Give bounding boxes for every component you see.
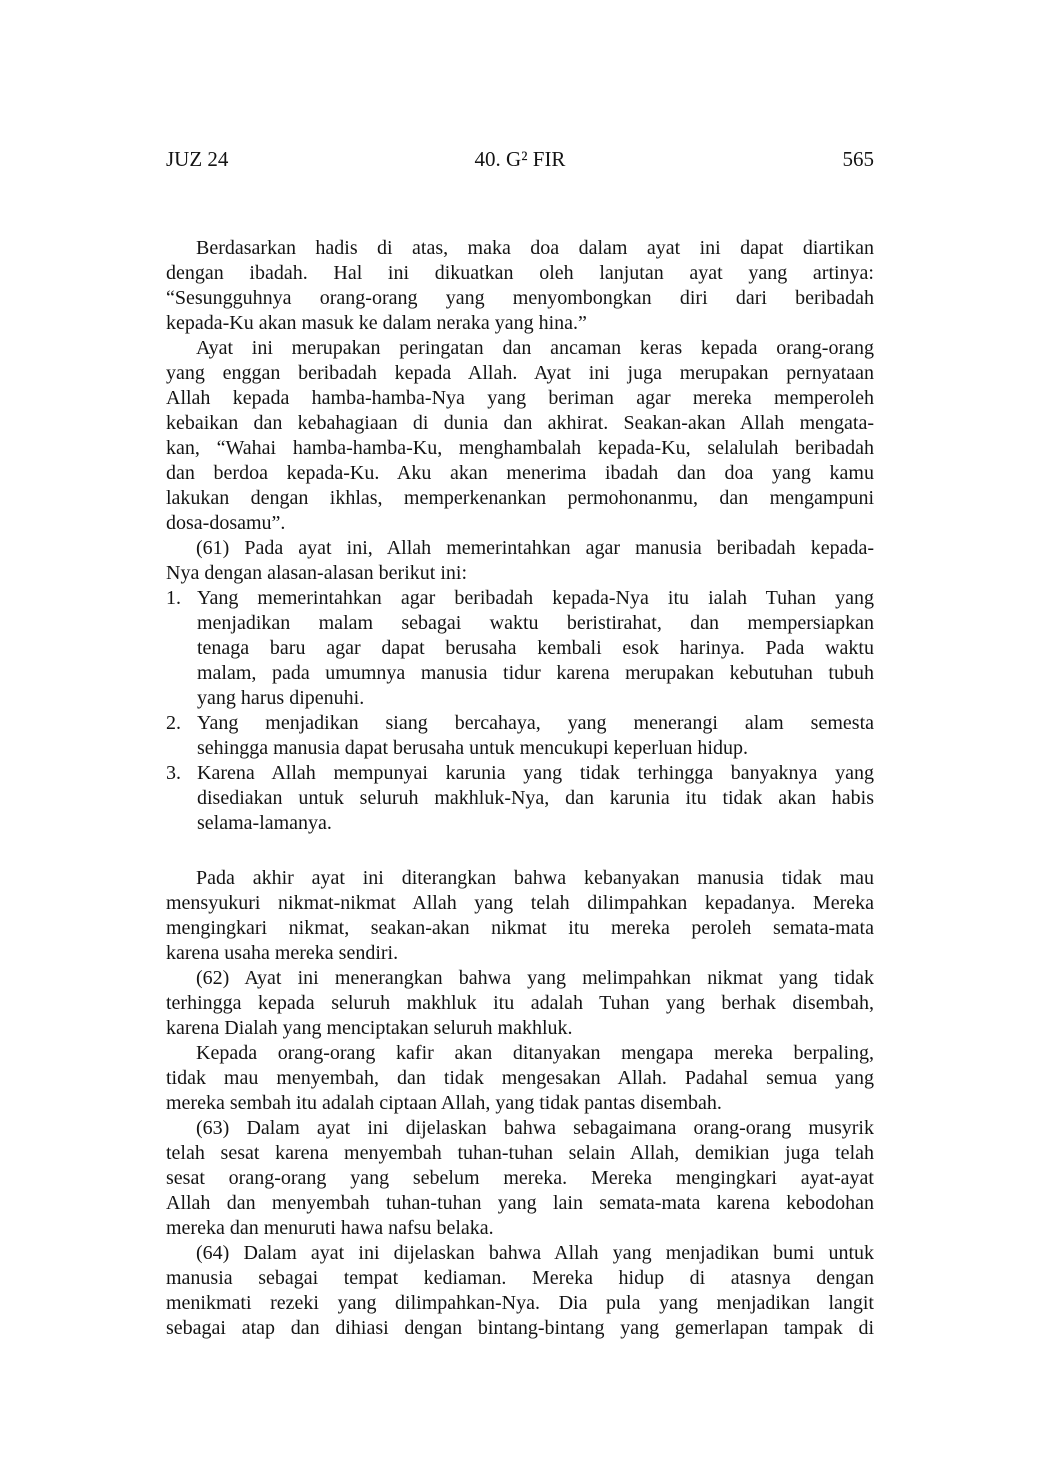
list-item (166, 711, 874, 761)
text-line: tenaga baru agar dapat berusaha kembali esok harinya. Pada waktu (197, 637, 874, 659)
header-juz-label: JUZ 24 (166, 147, 229, 171)
list-item (166, 761, 874, 836)
text-line: kan, “Wahai hamba-hamba-Ku, menghambalah kepada-Ku, selalulah beribadah (166, 437, 874, 459)
text-line: mereka sembah itu adalah ciptaan Allah, yang tidak pantas disembah. (166, 1092, 722, 1114)
text-line: sebagai atap dan dihiasi dengan bintang-bintang yang gemerlapan tampak di (166, 1317, 874, 1339)
paragraph (166, 966, 874, 1041)
list-item-text (197, 711, 874, 761)
text-line: (62) Ayat ini menerangkan bahwa yang melimpahkan nikmat yang tidak (196, 967, 874, 989)
page-body (166, 236, 874, 1341)
text-line: mensyukuri nikmat-nikmat Allah yang telah dilimpahkan kepadanya. Mereka (166, 892, 874, 914)
running-header (166, 147, 874, 172)
text-line: dan berdoa kepada-Ku. Aku akan menerima ibadah dan doa yang kamu (166, 462, 874, 484)
list-marker: 3. (166, 762, 181, 784)
text-line: sehingga manusia dapat berusaha untuk mencukupi keperluan hidup. (197, 737, 748, 759)
text-line: Nya dengan alasan-alasan berikut ini: (166, 562, 467, 584)
text-line: telah sesat karena menyembah tuhan-tuhan selain Allah, demikian juga telah (166, 1142, 874, 1164)
text-line: Karena Allah mempunyai karunia yang tidak terhingga banyaknya yang (197, 762, 874, 784)
paragraph (166, 336, 874, 536)
paragraph (166, 536, 874, 586)
list-item-text (197, 761, 874, 836)
text-line: Allah kepada hamba-hamba-Nya yang beriman agar mereka memperoleh (166, 387, 874, 409)
header-page-number: 565 (842, 147, 874, 171)
text-line: (61) Pada ayat ini, Allah memerintahkan agar manusia beribadah kepada- (196, 537, 874, 559)
list-marker: 1. (166, 587, 181, 609)
paragraph (166, 1116, 874, 1241)
text-line: Pada akhir ayat ini diterangkan bahwa kebanyakan manusia tidak mau (196, 867, 874, 889)
text-line: lakukan dengan ikhlas, memperkenankan permohonanmu, dan mengampuni (166, 487, 874, 509)
paragraph (166, 866, 874, 966)
paragraph (166, 1041, 874, 1116)
text-line: “Sesungguhnya orang-orang yang menyombongkan diri dari beribadah (166, 287, 874, 309)
list-item (166, 586, 874, 711)
text-line: manusia sebagai tempat kediaman. Mereka hidup di atasnya dengan (166, 1267, 874, 1289)
text-line: (63) Dalam ayat ini dijelaskan bahwa sebagaimana orang-orang musyrik (196, 1117, 874, 1139)
text-line: Yang menjadikan siang bercahaya, yang menerangi alam semesta (197, 712, 874, 734)
text-line: Ayat ini merupakan peringatan dan ancaman keras kepada orang-orang (196, 337, 874, 359)
text-line: yang harus dipenuhi. (197, 687, 365, 709)
text-line: mengingkari nikmat, seakan-akan nikmat itu mereka peroleh semata-mata (166, 917, 874, 939)
text-line: dosa-dosamu”. (166, 512, 286, 534)
text-line: Yang memerintahkan agar beribadah kepada-Nya itu ialah Tuhan yang (197, 587, 874, 609)
text-line: selama-lamanya. (197, 812, 332, 834)
text-line: (64) Dalam ayat ini dijelaskan bahwa Allah yang menjadikan bumi untuk (196, 1242, 874, 1264)
text-line: mereka dan menuruti hawa nafsu belaka. (166, 1217, 494, 1239)
paragraph (166, 1241, 874, 1341)
text-line: Allah dan menyembah tuhan-tuhan yang lain semata-mata karena kebodohan (166, 1192, 874, 1214)
list-marker: 2. (166, 712, 181, 734)
text-line: dengan ibadah. Hal ini dikuatkan oleh lanjutan ayat yang artinya: (166, 262, 874, 284)
text-line: menjadikan malam sebagai waktu beristirahat, dan mempersiapkan (197, 612, 874, 634)
text-line: karena Dialah yang menciptakan seluruh makhluk. (166, 1017, 573, 1039)
text-line: sesat orang-orang yang sebelum mereka. Mereka mengingkari ayat-ayat (166, 1167, 874, 1189)
text-line: menikmati rezeki yang dilimpahkan-Nya. Dia pula yang menjadikan langit (166, 1292, 874, 1314)
text-line: kepada-Ku akan masuk ke dalam neraka yang hina.” (166, 312, 587, 334)
text-line: Berdasarkan hadis di atas, maka doa dalam ayat ini dapat diartikan (196, 237, 874, 259)
text-line: Kepada orang-orang kafir akan ditanyakan mengapa mereka berpaling, (196, 1042, 874, 1064)
text-line: malam, pada umumnya manusia tidur karena merupakan kebutuhan tubuh (197, 662, 874, 684)
header-surah-title: 40. G² FIR (474, 147, 566, 171)
paragraph (166, 236, 874, 336)
text-line: karena usaha mereka sendiri. (166, 942, 399, 964)
text-line: terhingga kepada seluruh makhluk itu adalah Tuhan yang berhak disembah, (166, 992, 874, 1014)
list-item-text (197, 586, 874, 711)
text-line: kebaikan dan kebahagiaan di dunia dan akhirat. Seakan-akan Allah mengata- (166, 412, 874, 434)
text-line: yang enggan beribadah kepada Allah. Ayat ini juga merupakan pernyataan (166, 362, 874, 384)
text-line: disediakan untuk seluruh makhluk-Nya, dan karunia itu tidak akan habis (197, 787, 874, 809)
text-line: tidak mau menyembah, dan tidak mengesakan Allah. Padahal semua yang (166, 1067, 874, 1089)
